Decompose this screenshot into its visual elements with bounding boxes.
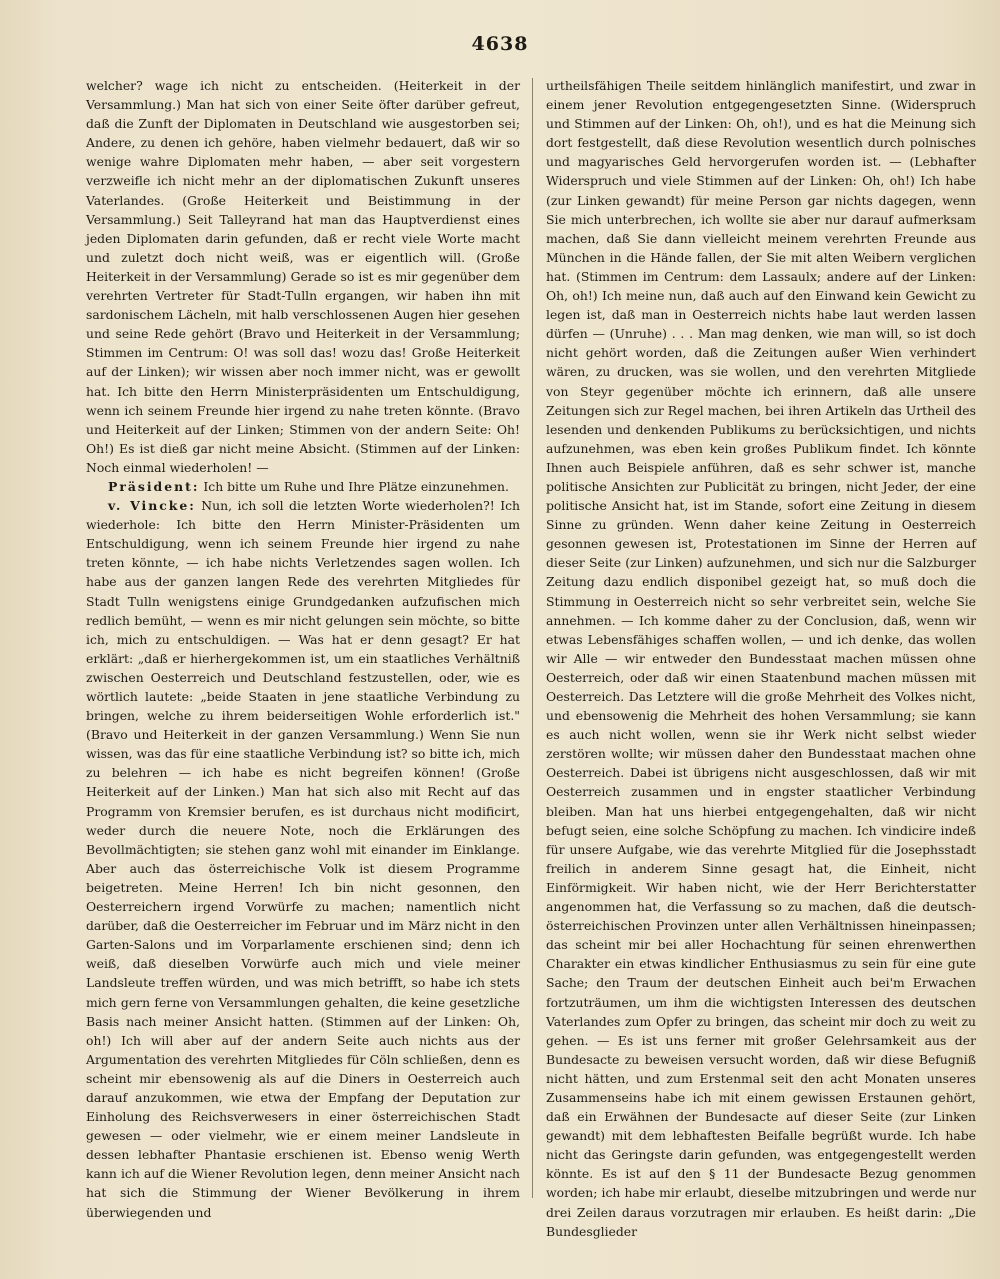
right-column	[546, 76, 976, 1239]
speaker-vincke: v. Vincke:	[108, 498, 196, 514]
vincke-text: Nun, ich soll die letzten Worte wiederholen?! Ich wiederhole: Ich bitte den Herrn Minister-Präsidenten um Entschuldigung, wenn ich seinem Freunde hier irgend zu nahe treten könnte, — ich habe nichts Verletzendes sagen wollen. Ich habe aus der ganzen langen Rede des verehrten Mitgliedes für Stadt Tulln wenigstens einige Grundgedanken aufzufischen mich redlich bemüht, — wenn es mir nicht gelungen sein möchte, so bitte ich, mich zu entschuldigen. — Was hat er denn gesagt? Er hat erklärt: „daß er hierhergekommen ist, um ein staatliches Verhältniß zwischen Oesterreich und Deutschland festzustellen, oder, wie es wörtlich lautete: „beide Staaten in jene staatliche Verbindung zu bringen, welche zu ihrem beiderseitigen Wohle erforderlich ist." (Bravo und Heiterkeit in der ganzen Versammlung.) Wenn Sie nun wissen, was das für eine staatliche Verbindung ist? so bitte ich, mich zu belehren — ich habe es nicht begreifen können! (Große Heiterkeit auf der Linken.) Man hat sich also mit Recht auf das Programm von Kremsier berufen, es ist durchaus nicht modificirt, weder durch die neuere Note, noch die Erklärungen des Bevollmächtigten; sie stehen ganz wohl mit einander im Einklange. Aber auch das österreichische Volk ist diesem Programme beigetreten. Meine Herren! Ich bin nicht gesonnen, den Oesterreichern irgend Vorwürfe zu machen; namentlich nicht darüber, daß die Oesterreicher im Februar und im März nicht in den Garten-Salons und im Vorparlamente erschienen sind; denn ich weiß, daß dieselben Vorwürfe auch mich und viele meiner Landsleute treffen würden, und was mich betrifft, so habe ich stets mich gern ferne von Versammlungen gehalten, die keine gesetzliche Basis nach meiner Ansicht hatten. (Stimmen auf der Linken: Oh, oh!) Ich will aber auf der andern Seite auch nichts aus der Argumentation des verehrten Mitgliedes für Cöln schließen, denn es scheint mir ebensowenig als auf die Diners in Oesterreich auch darauf anzukommen, wie etwa der Empfang der Deputation zur Einholung des Reichsverwesers in einer österreichischen Stadt gewesen — oder vielmehr, wie er einem meiner Landsleute in dessen lebhafter Phantasie erschienen ist. Ebenso wenig Werth kann ich auf die Wiener Revolution legen, denn meiner Ansicht nach hat sich die Stimmung der Wiener Bevölkerung in ihrem überwiegenden und	[86, 498, 521, 1220]
page-number: 4638	[471, 33, 529, 55]
right-paragraph-1: urtheilsfähigen Theile seitdem hinlänglich manifestirt, und zwar in einem jener Revolution entgegengesetzten Sinne. (Widerspruch und Stimmen auf der Linken: Oh, oh!), und es hat die Meinung sich dort festgestellt, daß diese Revolution wesentlich durch polnisches und magyarisches Geld hervorgerufen worden ist. — (Lebhafter Widerspruch und viele Stimmen auf der Linken: Oh, oh!) Ich habe (zur Linken gewandt) für meine Person gar nichts dagegen, wenn Sie mich unterbrechen, ich wollte sie aber nur darauf aufmerksam machen, daß Sie dann vielleicht meinem verehrten Freunde aus München in die Hände fallen, der Sie mit alten Weibern verglichen hat. (Stimmen im Centrum: dem Lassaulx; andere auf der Linken: Oh, oh!) Ich meine nun, daß auch auf den Einwand kein Gewicht zu legen ist, daß man in Oesterreich nichts habe laut werden lassen dürfen — (Unruhe) . . . Man mag denken, wie man will, so ist doch nicht gehört worden, daß die Zeitungen außer Wien verhindert wären, zu drucken, was sie wollen, und den verehrten Mitgliede von Steyr gegenüber möchte ich erinnern, daß alle unsere Zeitungen sich zur Regel machen, bei ihren Artikeln das Urtheil des lesenden und denkenden Publikums zu berücksichtigen, und nichts aufzunehmen, was eben kein großes Publikum findet. Ich könnte Ihnen auch Beispiele anführen, daß es sehr schwer ist, manche politische Ansichten zur Publicität zu bringen, nicht Jeder, der eine politische Ansicht hat, ist im Stande, sofort eine Zeitung in diesem Sinne zu gründen. Wenn daher keine Zeitung in Oesterreich gesonnen gewesen ist, Protestationen im Sinne der Herren auf dieser Seite (zur Linken) aufzunehmen, und sich nur die Salzburger Zeitung dazu endlich disponibel gezeigt hat, so muß doch die Stimmung in Oesterreich nicht so sehr verbreitet sein, welche Sie annehmen. — Ich komme daher zu der Conclusion, daß, wenn wir etwas Lebensfähiges schaffen wollen, — und ich denke, das wollen wir Alle — wir entweder den Bundesstaat machen müssen ohne Oesterreich, oder daß wir einen Staatenbund machen müssen mit Oesterreich. Das Letztere will die große Mehrheit des Volkes nicht, und ebensowenig die Mehrheit des hohen Versammlung; sie kann es auch nicht wollen, wenn sie ihr Werk nicht selbst wieder zerstören wollte; wir müssen daher den Bundesstaat machen ohne Oesterreich. Dabei ist übrigens nicht ausgeschlossen, daß wir mit Oesterreich zusammen und in engster staatlicher Verbindung bleiben. Man hat uns hierbei entgegengehalten, daß wir nicht befugt seien, eine solche Schöpfung zu machen. Ich vindicire indeß für unsere Aufgabe, wie das verehrte Mitglied für die Josephsstadt freilich in anderem Sinne gesagt hat, die Einheit, nicht Einförmigkeit. Wir haben nicht, wie der Herr Berichterstatter angenommen hat, die Verfassung so zu machen, daß die deutsch-österreichischen Provinzen unter allen Verhältnissen hineinpassen; das scheint mir bei aller Hochachtung für seinen ehrenwerthen Charakter ein etwas kindlicher Enthusiasmus zu sein für eine gute Sache; den Traum der deutschen Einheit auch bei'm Erwachen fortzuträumen, um ihm die wichtigsten Interessen des deutschen Vaterlandes zum Opfer zu bringen, das scheint mir doch zu weit zu gehen. — Es ist uns ferner mit großer Gelehrsamkeit aus der Bundesacte zu beweisen versucht worden, daß wir diese Befugniß nicht hätten, und zum Erstenmal seit den acht Monaten unseres Zusammenseins habe ich mit einem gewissen Erstaunen gehört, daß ein Erwähnen der Bundesacte auf dieser Seite (zur Linken gewandt) mit dem lebhaftesten Beifalle begrüßt wurde. Ich habe nicht das Geringste darin gefunden, was entgegengestellt werden könnte. Es ist auf den § 11 der Bundesacte Bezug genommen worden; ich habe mir erlaubt, dieselbe mitzubringen und werde nur drei Zeilen daraus vorzutragen mir erlauben. Es heißt darin: „Die Bundesglieder	[546, 78, 976, 1239]
praesident-text: Ich bitte um Ruhe und Ihre Plätze einzunehmen.	[199, 478, 509, 494]
left-column	[86, 76, 521, 1220]
speaker-praesident: Präsident:	[108, 478, 200, 494]
left-paragraph-1: welcher? wage ich nicht zu entscheiden. (Heiterkeit in der Versammlung.) Man hat sich von einer Seite öfter darüber gefreut, daß die Zunft der Diplomaten in Deutschland wie ausgestorben sei; Andere, zu denen ich gehöre, haben vielmehr bedauert, daß wir so wenige wahre Diplomaten mehr haben, — aber seit vorgestern verzweifle ich nicht mehr an der diplomatischen Zukunft unseres Vaterlandes. (Große Heiterkeit und Beistimmung in der Versammlung.) Seit Talleyrand hat man das Hauptverdienst eines jeden Diplomaten darin gefunden, daß er recht viele Worte macht und zuletzt doch nicht weiß, was er eigentlich will. (Große Heiterkeit in der Versammlung) Gerade so ist es mir gegenüber dem verehrten Vertreter für Stadt-Tulln ergangen, wir haben ihn mit sardonischem Lächeln, mit halb verschlossenen Augen hier gesehen und seine Rede gehört (Bravo und Heiterkeit in der Versammlung; Stimmen im Centrum: O! was soll das! wozu das! Große Heiterkeit auf der Linken); wir wissen aber noch immer nicht, was er gewollt hat. Ich bitte den Herrn Ministerpräsidenten um Entschuldigung, wenn ich seinem Freunde hier irgend zu nahe treten könnte. (Bravo und Heiterkeit auf der Linken; Stimmen von der andern Seite: Oh! Oh!) Es ist dieß gar nicht meine Absicht. (Stimmen auf der Linken: Noch einmal wiederholen! —	[86, 78, 520, 475]
left-paragraph-2	[86, 477, 520, 496]
column-divider	[532, 78, 533, 1198]
left-paragraph-3	[86, 496, 520, 1222]
